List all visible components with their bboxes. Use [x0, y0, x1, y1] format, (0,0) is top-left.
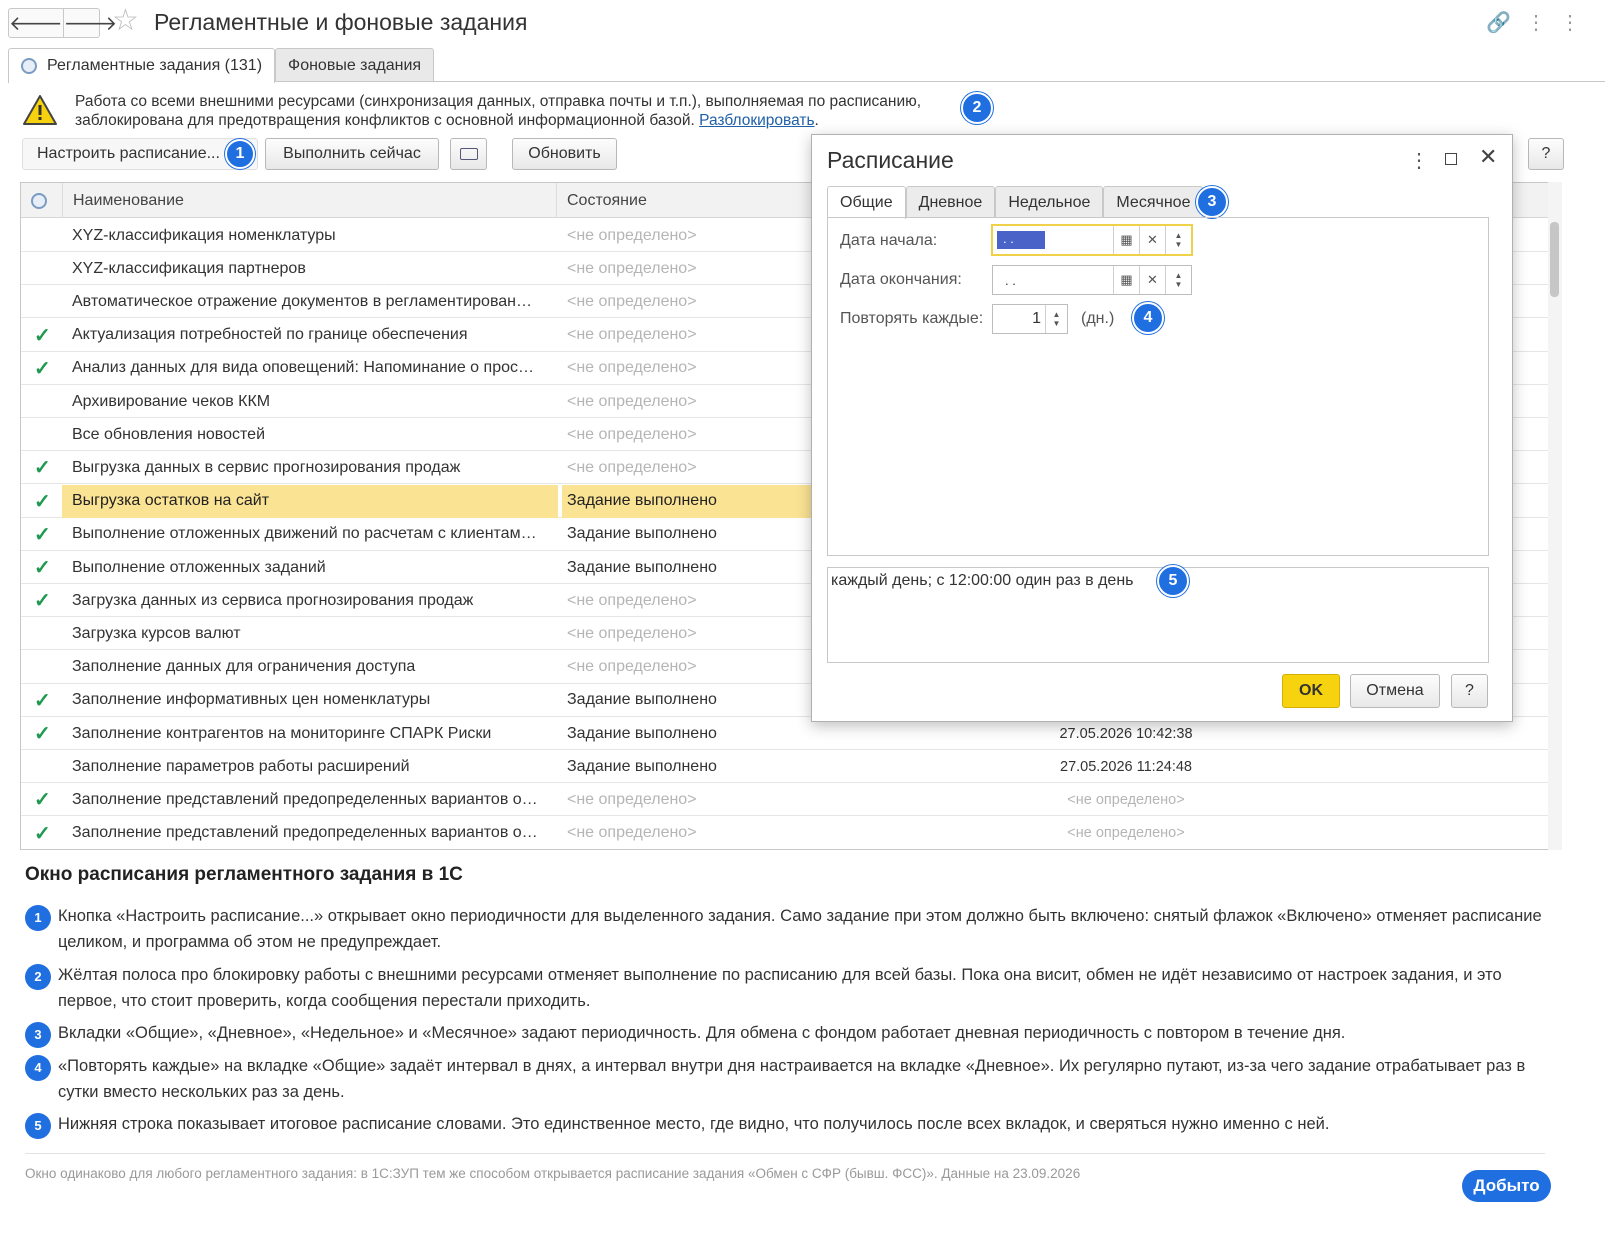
job-state: Задание выполнено [567, 691, 717, 709]
job-last-run: 27.05.2026 10:42:38 [1059, 725, 1193, 742]
column-state[interactable]: Состояние [556, 183, 1156, 218]
repeat-label: Повторять каждые: [840, 310, 984, 327]
warning-message: Работа со всеми внешними ресурсами (синхронизация данных, отправка почты и т.п.), выполняемая по расписанию, заблокирована для предотвращения конфликтов с основной информационной базой. [75, 93, 922, 129]
warning-text: Работа со всеми внешними ресурсами (синхронизация данных, отправка почты и т.п.), выполняемая по расписанию, заблокирована для предотвращения конфликтов с основной информационной базой. Разблокировать. [75, 93, 922, 129]
note-number-badge: 4 [25, 1055, 51, 1081]
help-button[interactable] [1528, 138, 1564, 170]
table-row[interactable] [21, 817, 1549, 850]
page-title: Регламентные и фоновые задания [154, 9, 528, 35]
tab-general[interactable]: Общие [827, 186, 906, 219]
calendar-icon[interactable]: ▦ [1113, 226, 1139, 254]
job-name: Загрузка данных из сервиса прогнозирования продаж [72, 591, 474, 609]
enabled-check-icon: ✓ [34, 523, 51, 546]
end-date-label: Дата окончания: [840, 271, 962, 288]
end-date-field[interactable] [992, 265, 1192, 295]
callout-badge-3: 3 [1196, 186, 1228, 218]
job-name: Заполнение параметров работы расширений [72, 757, 410, 775]
dialog-tabs [827, 186, 1203, 218]
refresh-button[interactable] [512, 138, 617, 170]
note-text: «Повторять каждые» на вкладке «Общие» задаёт интервал в днях, а интервал внутри дня настраивается на вкладке «Дневное». Их регулярно путают, из-за чего задание отрабатывает раз в сутки вместо нескольких раз за день. [58, 1057, 1526, 1101]
column-name[interactable]: Наименование [62, 183, 556, 218]
job-state: Задание выполнено [567, 757, 717, 775]
job-state: <не определено> [567, 392, 697, 410]
job-state: Задание выполнено [567, 724, 717, 742]
job-state: <не определено> [567, 658, 697, 676]
job-name: Заполнение контрагентов на мониторинге СПАРК Риски [72, 724, 492, 742]
help-label: ? [1541, 145, 1551, 162]
close-icon[interactable]: ✕ [1479, 144, 1498, 169]
note-text: Вкладки «Общие», «Дневное», «Недельное» и «Месячное» задают периодичность. Для обмена с фондом работает дневная периодичность с повтором в течение дня. [58, 1024, 1346, 1042]
configure-schedule-button[interactable] [22, 138, 258, 170]
start-date-label: Дата начала: [840, 232, 938, 249]
scheduled-jobs-icon [21, 58, 37, 74]
column-icon [31, 183, 47, 218]
end-clear-icon[interactable]: ✕ [1139, 266, 1165, 294]
job-name: Все обновления новостей [72, 425, 265, 443]
configure-schedule-label: Настроить расписание... [37, 145, 220, 162]
footer-divider [25, 1153, 1545, 1154]
enabled-check-icon: ✓ [34, 490, 51, 513]
note-text: Нижняя строка показывает итоговое расписание словами. Это единственное место, где видно, что получилось после всех вкладок, и сверяться нужно именно с ней. [58, 1115, 1330, 1133]
main-tabs [8, 48, 434, 82]
clear-icon[interactable]: ✕ [1139, 226, 1165, 254]
enabled-check-icon: ✓ [34, 324, 51, 347]
job-name: Загрузка курсов валют [72, 624, 241, 642]
enabled-check-icon: ✓ [34, 822, 51, 845]
schedule-dialog [811, 134, 1513, 722]
run-now-button[interactable] [265, 138, 439, 170]
more-vertical-icon-2[interactable]: ⋮ [1560, 12, 1580, 34]
job-state: <не определено> [567, 425, 697, 443]
note-item [25, 1111, 1555, 1137]
note-item [25, 1053, 1555, 1105]
run-now-label: Выполнить сейчас [283, 145, 421, 162]
details-icon [460, 148, 478, 160]
job-state: <не определено> [567, 591, 697, 609]
end-date-value: . . [1005, 272, 1016, 288]
job-name: Заполнение информативных цен номенклатуры [72, 691, 431, 709]
note-text: Кнопка «Настроить расписание...» открывает окно периодичности для выделенного задания. Само задание при этом должно быть включено: снятый флажок «Включено» отменяет расписание целиком, и программа об этом не предупреждает. [58, 907, 1542, 951]
summary-text: каждый день; с 12:00:00 один раз в день [831, 572, 1134, 589]
note-text: Жёлтая полоса про блокировку работы с внешними ресурсами отменяет выполнение по расписанию для всей базы. Пока она висит, обмен не идёт независимо от настроек задания, и это первое, что стоит проверить, когда сообщения перестали приходить. [58, 966, 1502, 1010]
job-state: <не определено> [567, 824, 697, 842]
job-last-run: <не определено> [1067, 825, 1185, 842]
note-number-badge: 1 [25, 905, 51, 931]
table-row[interactable] [21, 750, 1549, 783]
favorite-star-icon[interactable]: ☆ [112, 4, 139, 37]
note-item [25, 903, 1555, 955]
job-name: Заполнение представлений предопределенных вариантов о… [72, 790, 538, 808]
tab-scheduled-jobs[interactable] [8, 48, 275, 83]
table-row[interactable] [21, 783, 1549, 816]
job-last-run: <не определено> [1067, 791, 1185, 808]
callout-badge-4: 4 [1132, 302, 1164, 334]
scrollbar-thumb[interactable] [1550, 222, 1559, 297]
cancel-button[interactable] [1350, 674, 1440, 708]
dialog-help-label: ? [1465, 682, 1474, 699]
start-date-field[interactable] [991, 224, 1193, 256]
repeat-stepper-icon[interactable]: ▲ ▼ [1045, 305, 1067, 333]
note-item [25, 962, 1555, 1014]
job-name: Выгрузка данных в сервис прогнозирования продаж [72, 458, 461, 476]
nav-buttons [8, 8, 118, 38]
general-tab-panel [827, 217, 1489, 556]
maximize-icon[interactable] [1445, 153, 1457, 165]
enabled-check-icon: ✓ [34, 357, 51, 380]
enabled-check-icon: ✓ [34, 557, 51, 579]
enabled-check-icon: ✓ [34, 457, 51, 480]
cancel-label: Отмена [1366, 682, 1424, 699]
job-state: <не определено> [567, 326, 697, 344]
note-number-badge: 5 [25, 1113, 51, 1139]
tab-weekly[interactable]: Недельное [995, 186, 1103, 218]
tab-monthly[interactable]: Месячное [1103, 186, 1203, 218]
back-button[interactable]: 🡐 [9, 9, 64, 37]
link-icon[interactable]: 🔗 [1486, 12, 1511, 34]
job-state: <не определено> [567, 790, 697, 808]
details-button[interactable] [450, 138, 487, 170]
job-name: Заполнение данных для ограничения доступа [72, 658, 416, 676]
job-state: Задание выполнено [567, 558, 717, 576]
job-state: <не определено> [567, 226, 697, 244]
job-state: <не определено> [567, 292, 697, 310]
callout-badge-2: 2 [961, 92, 993, 124]
enabled-column-icon [31, 193, 47, 209]
tab-background-jobs[interactable] [275, 48, 434, 82]
job-state: Задание выполнено [567, 525, 717, 543]
ok-label: OK [1299, 682, 1323, 699]
repeat-field[interactable] [992, 304, 1068, 334]
tab-scheduled-jobs-label: Регламентные задания (131) [47, 57, 263, 74]
job-name: Анализ данных для вида оповещений: Напоминание о прос… [72, 359, 534, 377]
more-vertical-icon[interactable]: ⋮ [1526, 12, 1546, 34]
job-state: <не определено> [567, 359, 697, 377]
unlock-link[interactable]: Разблокировать [699, 112, 815, 129]
enabled-check-icon: ✓ [34, 689, 51, 712]
footer-button[interactable]: Добыто [1462, 1170, 1551, 1202]
repeat-value: 1 [1032, 310, 1041, 327]
enabled-check-icon: ✓ [34, 789, 51, 812]
enabled-check-icon: ✓ [34, 590, 51, 613]
ok-button[interactable] [1282, 674, 1340, 708]
callout-badge-5: 5 [1157, 565, 1189, 597]
job-name: XYZ-классификация партнеров [72, 259, 306, 277]
repeat-unit: (дн.) [1081, 310, 1115, 327]
notes-title: Окно расписания регламентного задания в 1С [25, 864, 463, 885]
job-name: Архивирование чеков ККМ [72, 392, 271, 410]
stepper-icon[interactable]: ▲ ▼ [1165, 226, 1191, 254]
note-number-badge: 2 [25, 964, 51, 990]
job-last-run: 27.05.2026 11:24:48 [1060, 758, 1192, 775]
job-name: XYZ-классификация номенклатуры [72, 226, 336, 244]
enabled-check-icon: ✓ [34, 723, 51, 745]
job-name: Выполнение отложенных заданий [72, 558, 326, 576]
refresh-label: Обновить [528, 145, 601, 162]
dialog-help-button[interactable] [1451, 674, 1488, 708]
forward-button[interactable]: 🡒 [63, 12, 118, 35]
job-name: Выгрузка остатков на сайт [62, 485, 558, 518]
end-calendar-icon[interactable]: ▦ [1113, 266, 1139, 294]
footer-note: Окно одинаково для любого регламентного задания: в 1С:ЗУП тем же способом открывается расписание задания «Обмен с СФР (бывш. ФСС)». Данные на 23.09.2026 [25, 1166, 1081, 1181]
warning-icon [22, 94, 58, 126]
job-name: Автоматическое отражение документов в регламентирован… [72, 292, 532, 310]
dialog-title: Расписание [827, 147, 954, 173]
job-state: <не определено> [567, 624, 697, 642]
start-date-value: . . [997, 231, 1045, 249]
tab-daily[interactable]: Дневное [906, 186, 996, 218]
dialog-more-icon[interactable]: ⋮ [1409, 150, 1429, 172]
callout-badge-1: 1 [225, 139, 255, 169]
job-state: <не определено> [567, 458, 697, 476]
job-name: Заполнение представлений предопределенных вариантов о… [72, 824, 538, 842]
tab-background-jobs-label: Фоновые задания [288, 56, 422, 74]
job-state: <не определено> [567, 259, 697, 277]
end-stepper-icon[interactable]: ▲ ▼ [1165, 266, 1191, 294]
job-state: Задание выполнено [562, 485, 817, 518]
job-name: Выполнение отложенных движений по расчетам с клиентам… [72, 525, 537, 543]
job-name: Актуализация потребностей по границе обеспечения [72, 326, 468, 344]
note-item [25, 1020, 1555, 1046]
note-number-badge: 3 [25, 1022, 51, 1048]
